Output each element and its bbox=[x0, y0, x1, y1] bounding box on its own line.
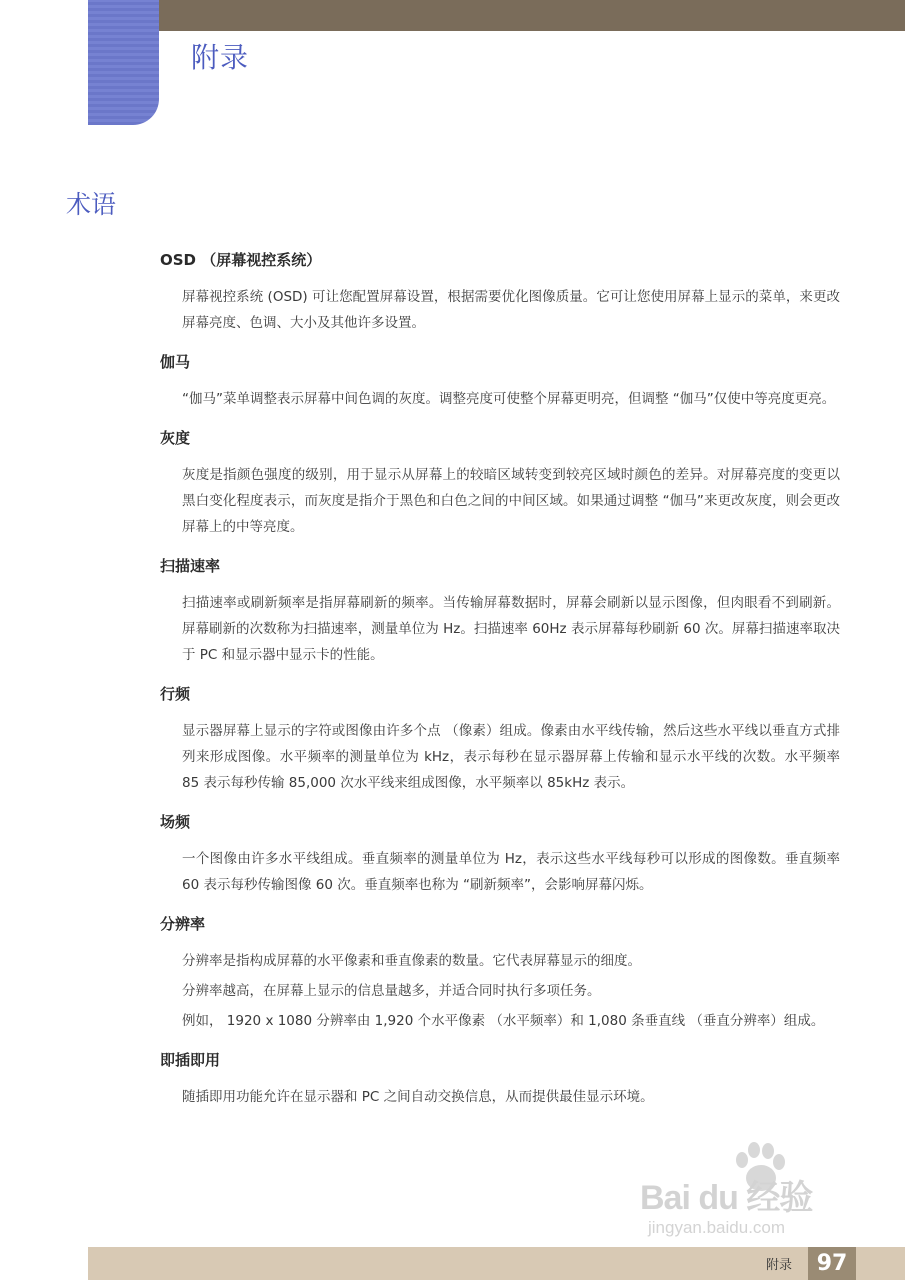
glossary-entry-resolution bbox=[160, 914, 840, 1034]
term-definition: 扫描速率或刷新频率是指屏幕刷新的频率。当传输屏幕数据时，屏幕会刷新以显示图像，但肉眼看不到刷新。屏幕刷新的次数称为扫描速率，测量单位为 Hz。扫描速率 60Hz 表示屏幕每秒刷新 60 次。屏幕扫描速率取决于 PC 和显示器中显示卡的性能。 bbox=[182, 595, 840, 663]
term-heading: 行频 bbox=[160, 685, 191, 703]
term-heading: 扫描速率 bbox=[160, 557, 221, 575]
term-heading: 分辨率 bbox=[160, 915, 206, 933]
glossary-entry-scan-rate bbox=[160, 556, 840, 668]
term-definition: 随插即用功能允许在显示器和 PC 之间自动交换信息，从而提供最佳显示环境。 bbox=[182, 1089, 654, 1105]
term-definition: 显示器屏幕上显示的字符或图像由许多个点 （像素）组成。像素由水平线传输，然后这些水平线以垂直方式排列来形成图像。水平频率的测量单位为 kHz，表示每秒在显示器屏幕上传输和显示水平线的次数。水平频率 85 表示每秒传输 85,000 次水平线来组成图像，水平频率以 85kHz 表示。 bbox=[182, 723, 840, 791]
glossary-entry-horizontal-frequency bbox=[160, 684, 840, 796]
term-heading: 即插即用 bbox=[160, 1051, 221, 1069]
term-definition: 分辨率越高，在屏幕上显示的信息量越多，并适合同时执行多项任务。 bbox=[182, 983, 601, 999]
term-heading: 伽马 bbox=[160, 353, 191, 371]
watermark-url: jingyan.baidu.com bbox=[648, 1218, 786, 1237]
term-definition: 一个图像由许多水平线组成。垂直频率的测量单位为 Hz，表示这些水平线每秒可以形成的图像数。垂直频率 60 表示每秒传输图像 60 次。垂直频率也称为 “刷新频率”，会影响屏幕闪烁。 bbox=[182, 851, 840, 893]
glossary-entry-osd bbox=[160, 250, 840, 336]
term-heading: OSD （屏幕视控系统） bbox=[160, 251, 322, 269]
chapter-tab bbox=[88, 0, 159, 125]
glossary-entry-vertical-frequency bbox=[160, 812, 840, 898]
footer-label: 附录 bbox=[766, 1258, 793, 1273]
term-definition: “伽马”菜单调整表示屏幕中间色调的灰度。调整亮度可使整个屏幕更明亮，但调整 “伽马”仅使中等亮度更亮。 bbox=[182, 391, 836, 407]
watermark-brand: Bai du 经验 bbox=[640, 1179, 813, 1217]
term-definition: 屏幕视控系统 (OSD) 可让您配置屏幕设置，根据需要优化图像质量。它可让您使用屏幕上显示的菜单，来更改屏幕亮度、色调、大小及其他许多设置。 bbox=[182, 289, 840, 331]
term-definition: 分辨率是指构成屏幕的水平像素和垂直像素的数量。它代表屏幕显示的细度。 bbox=[182, 953, 641, 969]
term-heading: 灰度 bbox=[160, 429, 191, 447]
baidu-watermark bbox=[640, 1140, 860, 1250]
paw-icon bbox=[728, 1140, 788, 1200]
header-bar bbox=[158, 0, 905, 31]
page-number: 97 bbox=[808, 1247, 856, 1280]
chapter-title: 附录 bbox=[191, 41, 250, 74]
term-definition: 灰度是指颜色强度的级别，用于显示从屏幕上的较暗区域转变到较亮区域时颜色的差异。对屏幕亮度的变更以黑白变化程度表示，而灰度是指介于黑色和白色之间的中间区域。如果通过调整 “伽马”来更改灰度，则会更改屏幕上的中等亮度。 bbox=[182, 467, 840, 535]
glossary-entry-gamma bbox=[160, 352, 840, 412]
glossary-entry-grayscale bbox=[160, 428, 840, 540]
section-title: 术语 bbox=[66, 190, 117, 219]
glossary-content bbox=[160, 250, 840, 1126]
term-heading: 场频 bbox=[160, 813, 191, 831]
glossary-entry-plug-and-play bbox=[160, 1050, 840, 1110]
term-definition: 例如， 1920 x 1080 分辨率由 1,920 个水平像素 （水平频率）和 1,080 条垂直线 （垂直分辨率）组成。 bbox=[182, 1013, 825, 1029]
